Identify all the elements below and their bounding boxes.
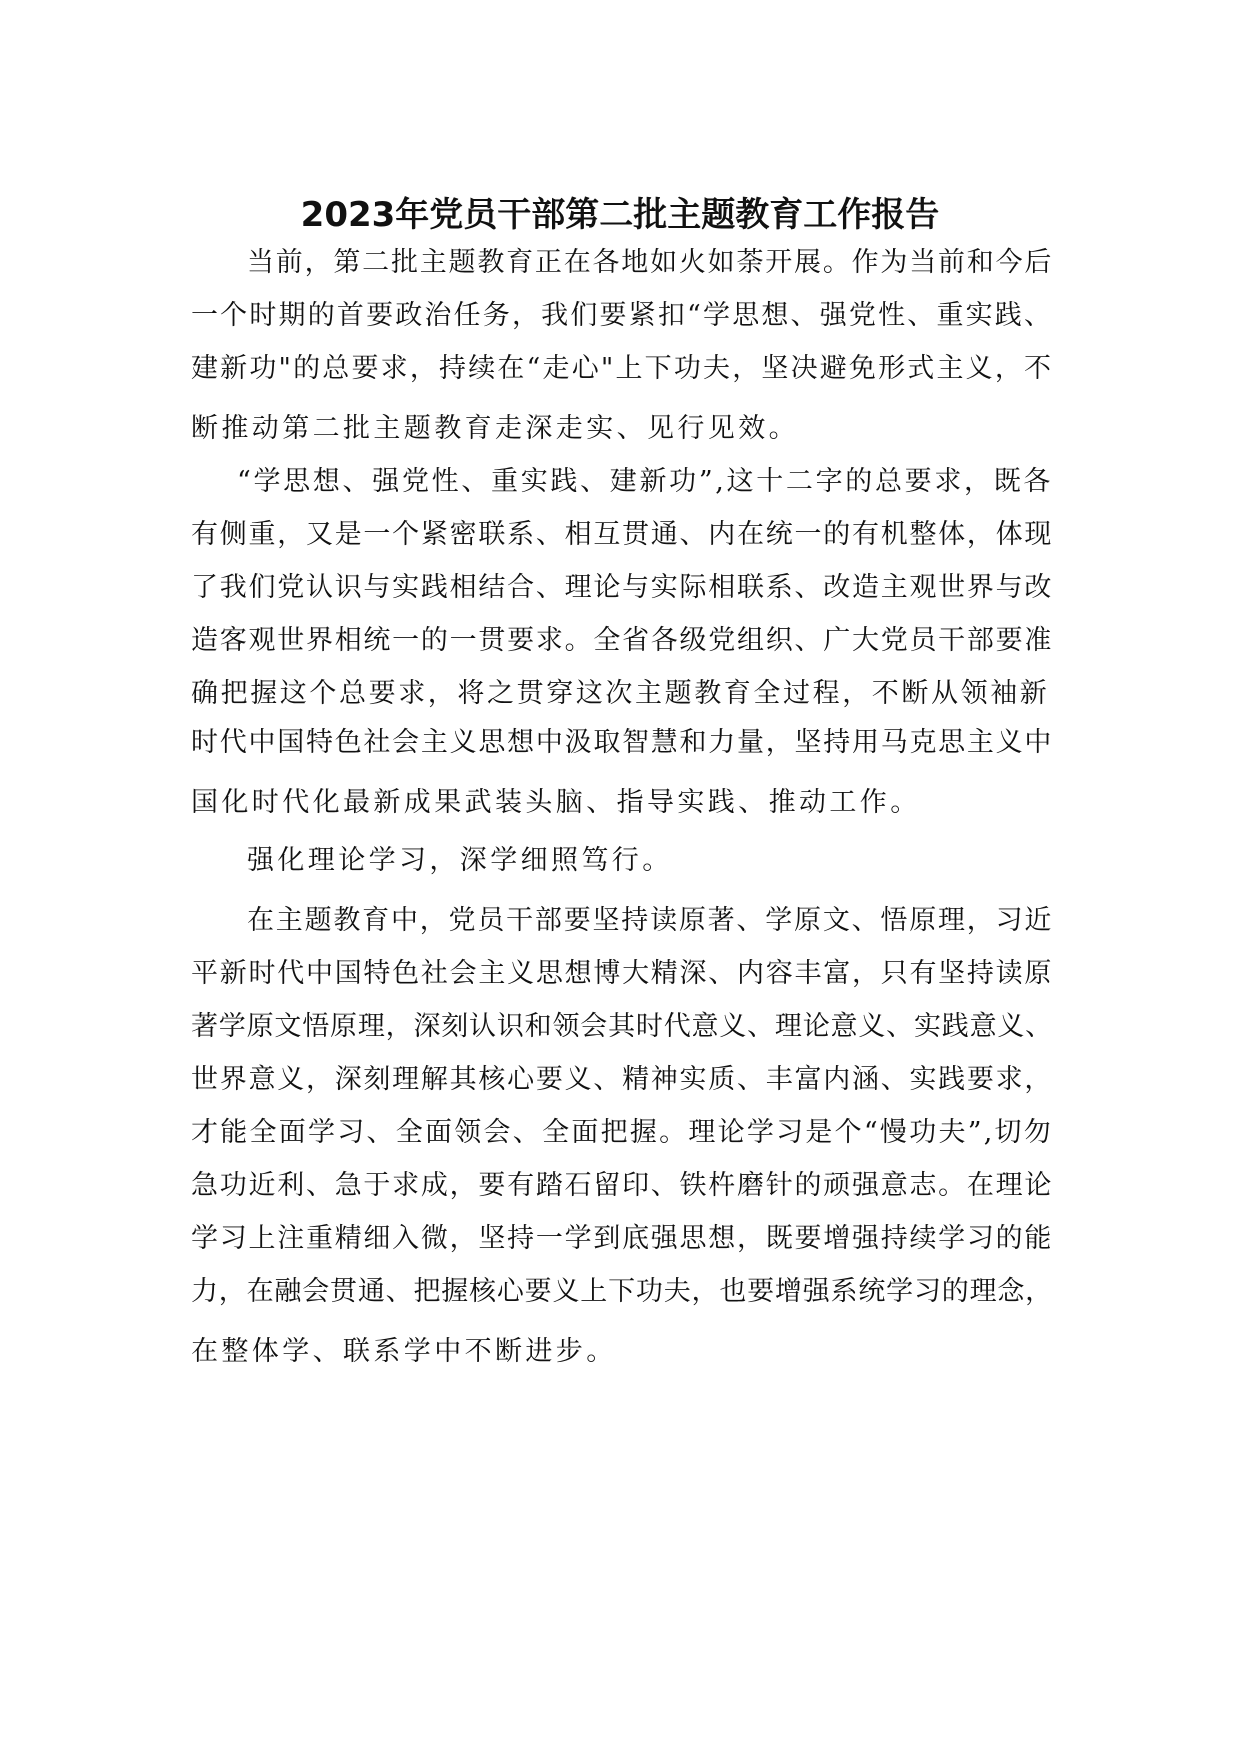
- paragraph-line: 急功近利、急于求成，要有踏石留印、铁杵磨针的顽强意志。在理论: [191, 1170, 1053, 1201]
- paragraph-line: 断推动第二批主题教育走深走实、见行见效。: [191, 413, 799, 444]
- document-title: 2023年党员干部第二批主题教育工作报告: [300, 195, 940, 235]
- paragraph-line: 一个时期的首要政治任务，我们要紧扣“学思想、强党性、重实践、: [191, 300, 1053, 331]
- paragraph-line: 著学原文悟原理，深刻认识和领会其时代意义、理论意义、实践意义、: [191, 1011, 1053, 1042]
- paragraph-line: 力，在融会贯通、把握核心要义上下功夫，也要增强系统学习的理念，: [191, 1276, 1053, 1307]
- paragraph-line: 国化时代化最新成果武装头脑、指导实践、推动工作。: [191, 787, 921, 818]
- paragraph-line: 强化理论学习，深学细照笃行。: [247, 845, 673, 876]
- paragraph-line: 世界意义，深刻理解其核心要义、精神实质、丰富内涵、实践要求，: [191, 1064, 1053, 1095]
- paragraph-line: 建新功"的总要求，持续在“走心"上下功夫，坚决避免形式主义，不: [191, 353, 1053, 384]
- paragraph-line: 在主题教育中，党员干部要坚持读原著、学原文、悟原理，习近: [247, 905, 1053, 936]
- paragraph-line: 学习上注重精细入微，坚持一学到底强思想，既要增强持续学习的能: [191, 1223, 1053, 1254]
- paragraph-line: 了我们党认识与实践相结合、理论与实际相联系、改造主观世界与改: [191, 572, 1053, 603]
- paragraph-line: 当前，第二批主题教育正在各地如火如荼开展。作为当前和今后: [247, 247, 1053, 278]
- paragraph-line: 在整体学、联系学中不断进步。: [191, 1336, 617, 1367]
- paragraph-line: “学思想、强党性、重实践、建新功”,这十二字的总要求，既各: [237, 466, 1053, 497]
- paragraph-line: 造客观世界相统一的一贯要求。全省各级党组织、广大党员干部要准: [191, 625, 1053, 656]
- paragraph-line: 才能全面学习、全面领会、全面把握。理论学习是个“慢功夫”,切勿: [191, 1117, 1053, 1148]
- paragraph-line: 平新时代中国特色社会主义思想博大精深、内容丰富，只有坚持读原: [191, 958, 1053, 989]
- paragraph-line: 有侧重，又是一个紧密联系、相互贯通、内在统一的有机整体，体现: [191, 519, 1053, 550]
- paragraph-line: 时代中国特色社会主义思想中汲取智慧和力量，坚持用马克思主义中: [191, 727, 1053, 758]
- paragraph-line: 确把握这个总要求，将之贯穿这次主题教育全过程，不断从领袖新: [191, 678, 1050, 709]
